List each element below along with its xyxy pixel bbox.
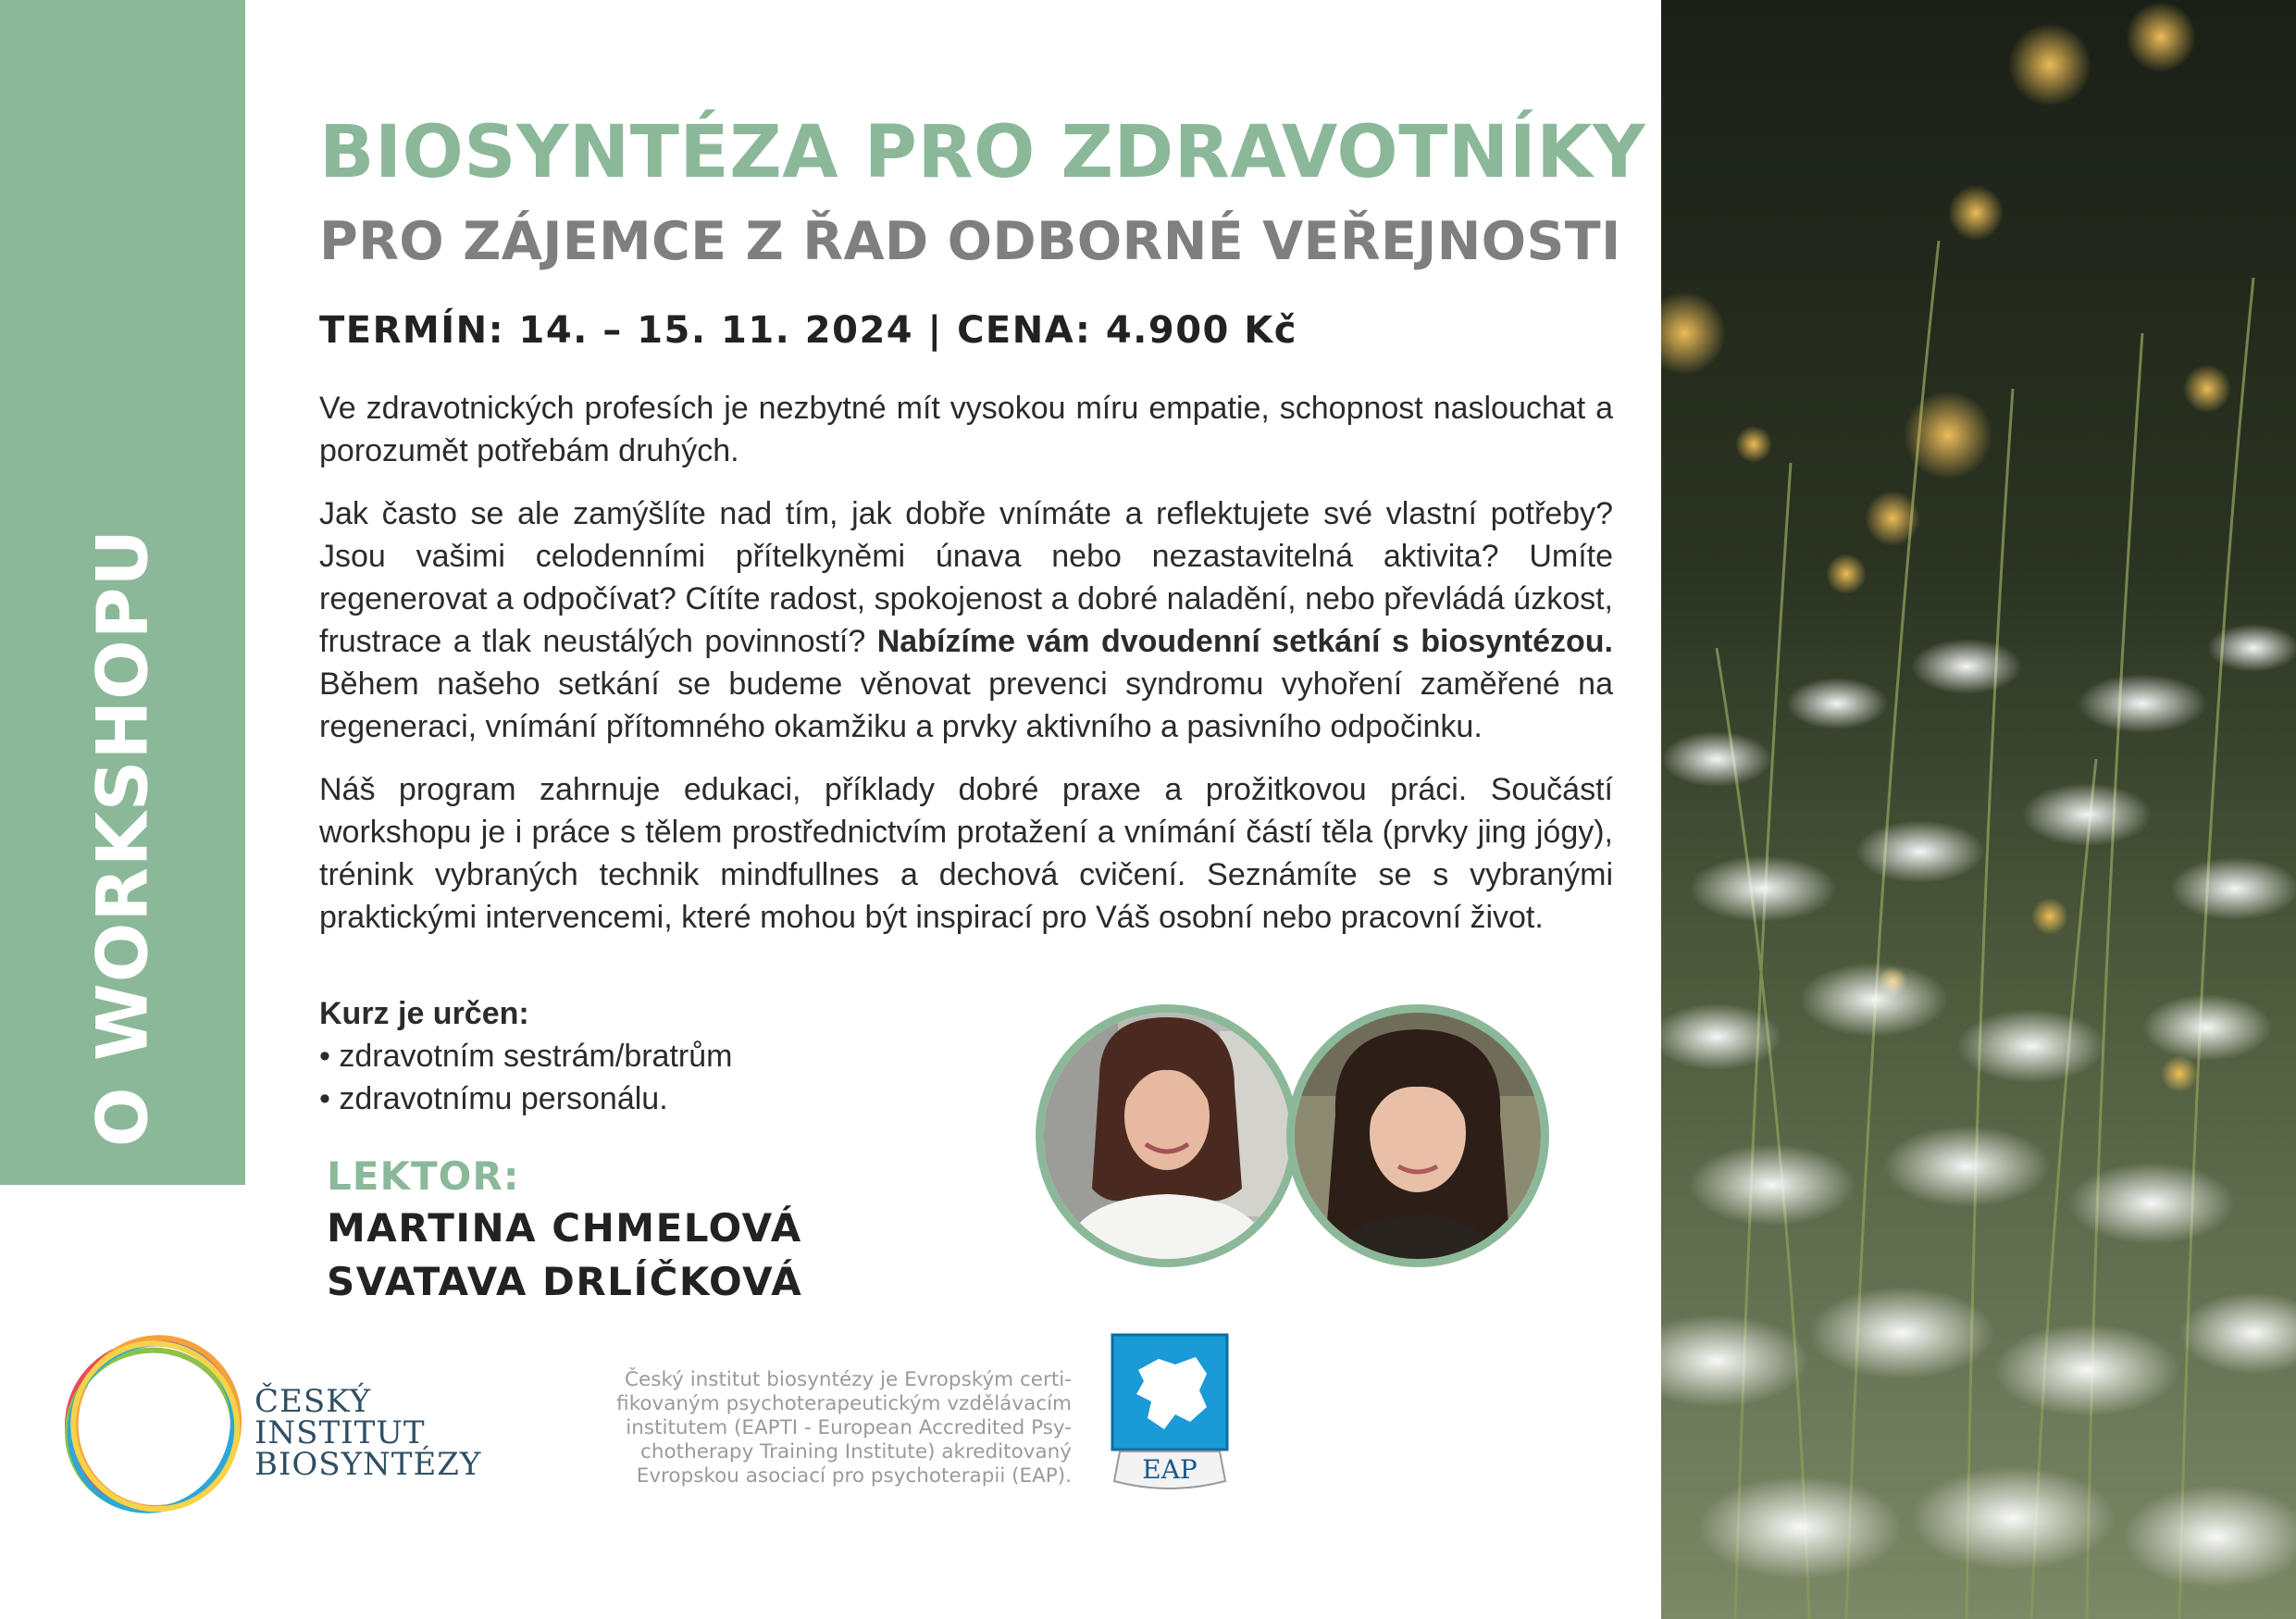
institute-logo-rings xyxy=(60,1333,245,1518)
eap-note-line: chotherapy Training Institute) akreditovaný xyxy=(640,1440,1072,1463)
lektor-label: LEKTOR: xyxy=(327,1153,520,1199)
paragraph-questions xyxy=(319,492,1613,748)
audience-item: • zdravotním sestrám/bratrům xyxy=(319,1039,733,1074)
page-title: BIOSYNTÉZA PRO ZDRAVOTNÍKY xyxy=(319,111,1646,194)
meadow-photo-image xyxy=(1661,0,2296,1619)
audience-heading: Kurz je určen: xyxy=(319,996,529,1031)
lektor-name-2: SVATAVA DRLÍČKOVÁ xyxy=(327,1259,803,1304)
page-subtitle: PRO ZÁJEMCE Z ŘAD ODBORNÉ VEŘEJNOSTI xyxy=(319,211,1621,272)
audience-block xyxy=(319,992,732,1120)
institute-logo-line: ČESKÝ xyxy=(254,1383,372,1420)
portrait-martina-image xyxy=(1044,1013,1290,1259)
portrait-martina xyxy=(1036,1004,1298,1267)
eap-note-line: fikovaným psychoterapeutickým vzdělávacím xyxy=(616,1392,1072,1415)
portrait-svatava xyxy=(1286,1004,1549,1267)
institute-logo-line: BIOSYNTÉZY xyxy=(254,1446,482,1483)
paragraph-intro: Ve zdravotnických profesích je nezbytné mít vysokou míru empatie, schopnost naslouchat a porozumět potřebám druhých. xyxy=(319,391,1613,468)
eap-logo xyxy=(1111,1333,1229,1500)
institute-logo-text xyxy=(254,1383,482,1483)
paragraph-program: Náš program zahrnuje edukaci, příklady dobré praxe a prožitkovou práci. Součástí workshopu je i práce s tělem prostřednictvím protažení a vnímání částí těla (prvky jing jógy), trénink vybraných technik mindfullnes a dechová cvičení. Seznámíte se s vybranými praktickými intervencemi, které mohou být inspirací pro Váš osobní nebo pracovní život. xyxy=(319,772,1613,935)
description xyxy=(319,387,1613,959)
lektor-name-1: MARTINA CHMELOVÁ xyxy=(327,1205,802,1251)
eap-accreditation-note xyxy=(592,1368,1072,1488)
paragraph-questions-text: Jak často se ale zamýšlíte nad tím, jak dobře vnímáte a reflektujete své vlastní potřeby? Jsou vašimi celodenními přítelkyněmi únava nebo nezastavitelná aktivita? Umíte regenerovat a odpočívat? Cítíte radost, spokojenost a dobré naladění, nebo převládá úzkost, frustrace a tlak neustálých povinností? xyxy=(319,496,1613,659)
term-price-line: TERMÍN: 14. – 15. 11. 2024 | CENA: 4.900 Kč xyxy=(319,309,1297,352)
portrait-svatava-image xyxy=(1295,1013,1541,1259)
eap-note-line: institutem (EAPTI - European Accredited Psy- xyxy=(626,1416,1072,1439)
paragraph-questions-tail: Během našeho setkání se budeme věnovat prevenci syndromu vyhoření zaměřené na regeneraci, vnímání přítomného okamžiku a prvky aktivního a pasivního odpočinku. xyxy=(319,666,1613,744)
eap-note-line: Český institut biosyntézy je Evropským certi- xyxy=(625,1368,1072,1391)
institute-logo-line: INSTITUT xyxy=(254,1414,426,1451)
paragraph-offer-bold: Nabízíme vám dvoudenní setkání s biosyntézou. xyxy=(876,624,1614,659)
meadow-photo xyxy=(1661,0,2296,1619)
side-label: O WORKSHOPU xyxy=(81,528,164,1148)
audience-item: • zdravotnímu personálu. xyxy=(319,1081,668,1116)
eap-logo-label: EAP xyxy=(1142,1454,1198,1485)
eap-note-line: Evropskou asociací pro psychoterapii (EAP). xyxy=(636,1464,1072,1488)
